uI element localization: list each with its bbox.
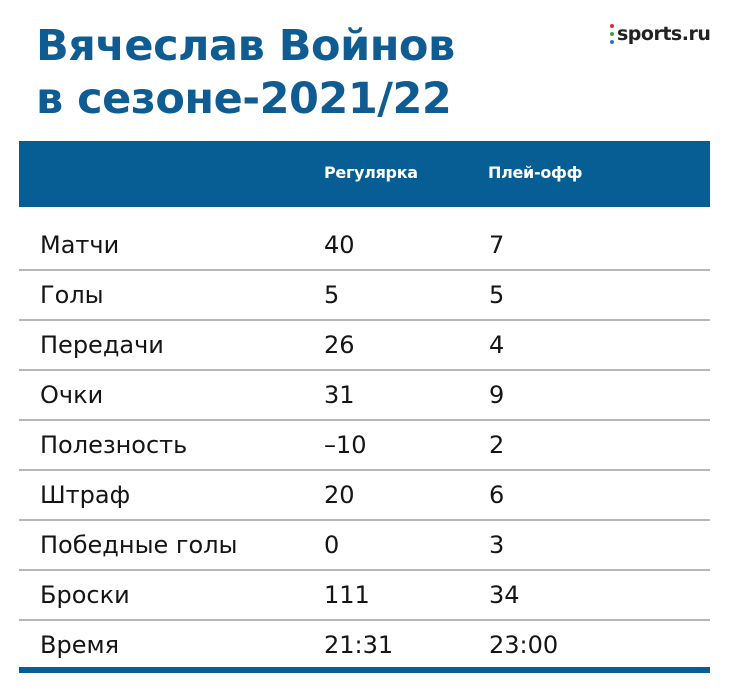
regular-value: 0	[324, 531, 340, 559]
table-row	[19, 221, 710, 271]
row-label: Матчи	[40, 231, 120, 259]
playoff-value: 3	[489, 531, 505, 559]
sports-ru-logo	[610, 22, 710, 46]
row-label: Передачи	[40, 331, 164, 359]
playoff-value: 5	[489, 281, 505, 309]
title-line-1: Вячеслав Войнов	[36, 21, 455, 71]
table-row	[19, 621, 710, 671]
row-label: Броски	[40, 581, 130, 609]
playoff-value: 6	[489, 481, 505, 509]
playoff-value: 23:00	[489, 631, 559, 659]
regular-value: –10	[324, 431, 367, 459]
logo-dots-icon	[610, 24, 615, 44]
row-label: Полезность	[40, 431, 188, 459]
table-row	[19, 271, 710, 321]
playoff-value: 9	[489, 381, 505, 409]
table-row	[19, 321, 710, 371]
page-title	[36, 20, 455, 126]
playoff-value: 34	[489, 581, 520, 609]
regular-value: 21:31	[324, 631, 394, 659]
logo-dot-blue	[610, 40, 614, 44]
stats-table-body	[19, 221, 710, 671]
regular-value: 5	[324, 281, 340, 309]
row-label: Штраф	[40, 481, 131, 509]
playoff-value: 7	[489, 231, 505, 259]
table-row	[19, 371, 710, 421]
table-row	[19, 471, 710, 521]
title-line-2: в сезоне-2021/22	[36, 74, 452, 124]
logo-text: sports.ru	[617, 23, 711, 45]
row-label: Победные голы	[40, 531, 238, 559]
table-header	[19, 141, 710, 207]
column-header-regular: Регулярка	[324, 163, 418, 182]
regular-value: 40	[324, 231, 355, 259]
regular-value: 26	[324, 331, 355, 359]
playoff-value: 4	[489, 331, 505, 359]
regular-value: 31	[324, 381, 355, 409]
playoff-value: 2	[489, 431, 505, 459]
table-bottom-bar	[19, 667, 710, 673]
row-label: Время	[40, 631, 120, 659]
logo-dot-green	[610, 32, 614, 36]
table-row	[19, 521, 710, 571]
regular-value: 111	[324, 581, 370, 609]
table-row	[19, 421, 710, 471]
row-label: Очки	[40, 381, 104, 409]
table-row	[19, 571, 710, 621]
row-label: Голы	[40, 281, 104, 309]
logo-dot-red	[610, 24, 614, 28]
column-header-playoff: Плей-офф	[488, 163, 583, 182]
regular-value: 20	[324, 481, 355, 509]
